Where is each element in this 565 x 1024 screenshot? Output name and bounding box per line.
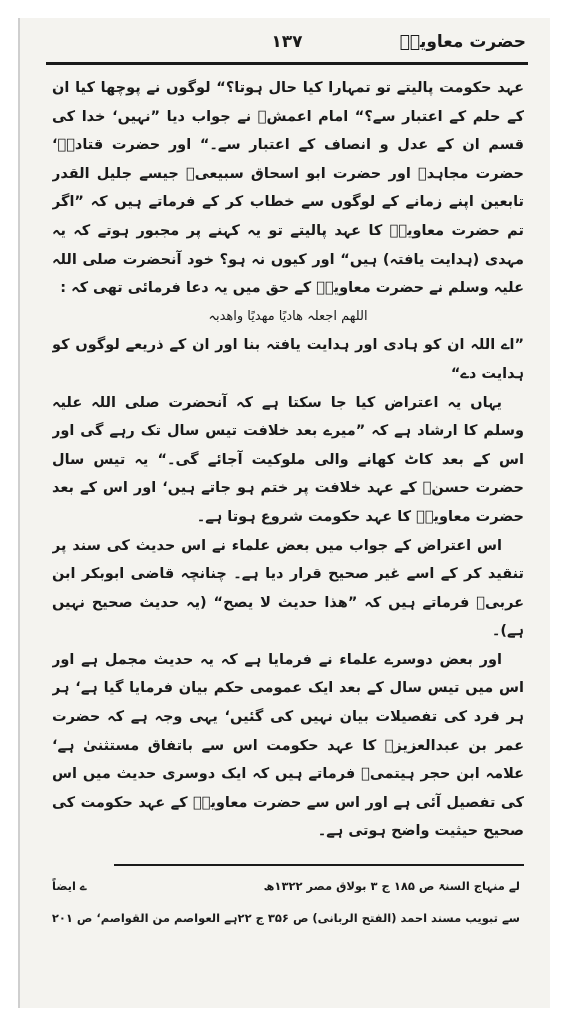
- footnote-rule: [114, 864, 524, 866]
- book-page: [18, 18, 550, 1008]
- page-header: [44, 28, 530, 58]
- footnote-2: ے ایضاً: [52, 879, 87, 893]
- footnote-3: سے تبویب مسند احمد (الفتح الربانی) ص ۳۵۶ ج ۲۲: [237, 911, 520, 925]
- footnotes: [52, 874, 520, 938]
- paragraph-1: عہد حکومت پالیتے تو تمہارا کیا حال ہوتا؟“ لوگوں نے پوچھا کیا ان کے حلم کے اعتبار سے؟“ امام اعمشؒ نے جواب دیا ”نہیں‘ خدا کی قسم ان کے عدل و انصاف کے اعتبار سے۔“ اور حضرت قتادہؒ‘ حضرت مجاہدؒ اور حضرت ابو اسحاق سبیعیؒ جیسے جلیل القدر تابعین اپنے زمانے کے لوگوں سے خطاب کر کے فرماتے ہیں کہ ”اگر تم حضرت معاویہؓ کا عہد پالیتے تو یہ کہنے پر مجبور ہوتے کہ یہ مہدی (ہدایت یافتہ) ہیں“ اور کیوں نہ ہو؟ خود آنحضرت صلی اللہ علیہ وسلم نے حضرت معاویہؓ کے حق میں یہ دعا فرمائی تھی کہ :: [52, 80, 524, 297]
- arabic-supplication: اللھم اجعلہ ھادیًا مھدیًا واھدبہ: [208, 308, 368, 324]
- page-body: [52, 74, 524, 844]
- footnote-row: [52, 906, 520, 938]
- paragraph-answer-1: اس اعتراض کے جواب میں بعض علماء نے اس حدیث کی سند پر تنقید کر کے اسے غیر صحیح قرار دیا ہے۔ چنانچہ قاضی ابوبکر ابن عربیؒ فرماتے ہیں کہ ”ھذا حدیث لا یصح“ (یہ حدیث صحیح نہیں ہے)۔: [52, 537, 524, 640]
- footnote-4: ہے العواصم من القواصم‘ ص ۲۰۱: [51, 911, 238, 925]
- running-title: حضرت معاویہؓ: [399, 32, 526, 52]
- page-number: ۱۳۷: [271, 32, 303, 52]
- header-rule: [46, 62, 528, 65]
- paragraph-answer-2: اور بعض دوسرے علماء نے فرمایا ہے کہ یہ حدیث مجمل ہے اور اس میں تیس سال کے بعد ایک عمومی حکم بیان فرمایا گیا ہے‘ ہر ہر فرد کی تفصیلات بیان نہیں کی گئیں‘ یہی وجہ ہے کہ حضرت عمر بن عبدالعزیزؒ کا عہد حکومت اس سے باتفاق مستثنیٰ ہے‘ علامہ ابن حجر ہیتمیؒ فرماتے ہیں کہ ایک دوسری حدیث میں اس کی تفصیل آئی ہے اور اس سے حضرت معاویہؓ کے عہد حکومت کی صحیح حیثیت واضح ہوتی ہے۔: [52, 651, 524, 840]
- footnote-row: [52, 874, 520, 906]
- footnote-1: لے منہاج السنۃ ص ۱۸۵ ج ۳ بولاق مصر ۱۳۲۲ھ: [263, 879, 520, 893]
- paragraph-objection: یہاں یہ اعتراض کیا جا سکتا ہے کہ آنحضرت صلی اللہ علیہ وسلم کا ارشاد ہے کہ ”میرے بعد خلافت تیس سال تک رہے گی اور اس کے بعد کاٹ کھانے والی ملوکیت آجائے گی۔“ یہ تیس سال حضرت حسنؓ کے عہد خلافت پر ختم ہو جاتے ہیں‘ اور اس کے بعد حضرت معاویہؓ کا عہد حکومت شروع ہوتا ہے۔: [52, 394, 524, 525]
- paragraph-translation: ”اے اللہ ان کو ہادی اور ہدایت یافتہ بنا اور ان کے ذریعے لوگوں کو ہدایت دے“: [52, 337, 524, 382]
